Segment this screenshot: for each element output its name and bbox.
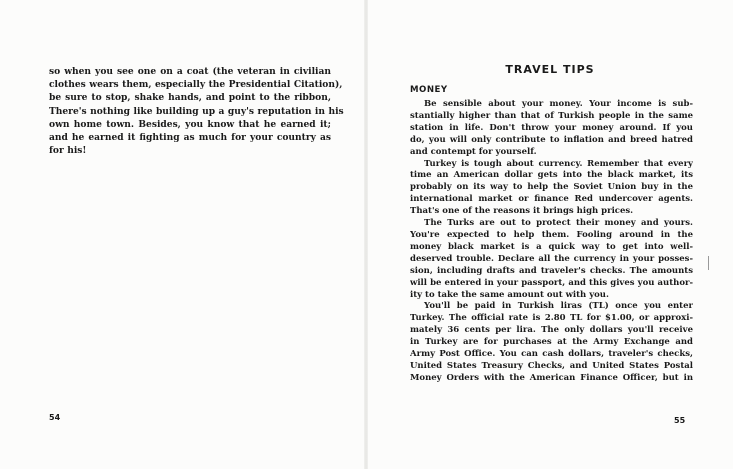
text-line: You'll be paid in Turkish liras (TL) once you enter — [424, 301, 693, 312]
page-number-right: 55 — [674, 416, 686, 425]
text-line: The Turks are out to protect their money and yours. — [424, 218, 693, 229]
text-line: will be entered in your passport, and this gives you author- — [410, 277, 693, 288]
page-number-left: 54 — [49, 413, 61, 422]
page-edge-mark — [708, 256, 709, 270]
text-line: do, you will only contribute to inflation and breed hatred — [410, 134, 693, 145]
text-line: clothes wears them, especially the Presidential Citation), — [49, 79, 343, 91]
text-line: probably on its way to help the Soviet Union buy in the — [410, 182, 693, 193]
text-line: Be sensible about your money. Your income is sub- — [424, 99, 693, 109]
section-heading: MONEY — [410, 85, 448, 95]
text-line: Turkey. The official rate is 2.80 TL for $1.00, or approxi- — [410, 313, 693, 324]
page-title: TRAVEL TIPS — [505, 63, 595, 76]
text-line: in Turkey are for purchases at the Army Exchange and — [410, 337, 693, 348]
text-line: and contempt for yourself. — [410, 146, 537, 157]
text-line: That's one of the reasons it brings high prices. — [410, 206, 634, 217]
left-page — [0, 0, 366, 469]
text-line: ity to take the same amount out with you. — [410, 289, 609, 300]
text-line: stantially higher than that of Turkish people in the same — [410, 110, 693, 121]
left-page-body — [49, 65, 344, 157]
text-line: so when you see one on a coat (the veteran in civilian — [49, 66, 331, 77]
text-line: be sure to stop, shake hands, and point to the ribbon, — [49, 92, 331, 104]
text-line: United States Treasury Checks, and United States Postal — [410, 360, 693, 371]
text-line: sion, including drafts and traveler's checks. The amounts — [410, 265, 693, 276]
text-line: money black market is a quick way to get into well- — [410, 241, 693, 252]
text-line: international market or finance Red undercover agents. — [410, 194, 693, 205]
text-line: own home town. Besides, you know that he earned it; — [49, 118, 331, 130]
text-line: station in life. Don't throw your money around. If you — [410, 122, 693, 133]
text-line: mately 36 cents per lira. The only dollars you'll receive — [410, 325, 693, 336]
text-line: time an American dollar gets into the black market, its — [410, 170, 693, 181]
text-line: for his! — [49, 145, 87, 157]
text-line: deserved trouble. Declare all the currency in your posses- — [410, 253, 693, 264]
text-line: There's nothing like building up a guy's reputation in his — [49, 105, 344, 117]
text-line: You're expected to help them. Fooling around in the — [410, 229, 693, 240]
text-line: Money Orders with the American Finance Officer, but in — [410, 372, 693, 383]
text-line: Turkey is tough about currency. Remember that every — [424, 158, 693, 169]
text-line: and he earned it fighting as much for your country as — [49, 132, 331, 144]
right-page-body — [410, 99, 693, 385]
text-line: Army Post Office. You can cash dollars, traveler's checks, — [410, 349, 693, 360]
